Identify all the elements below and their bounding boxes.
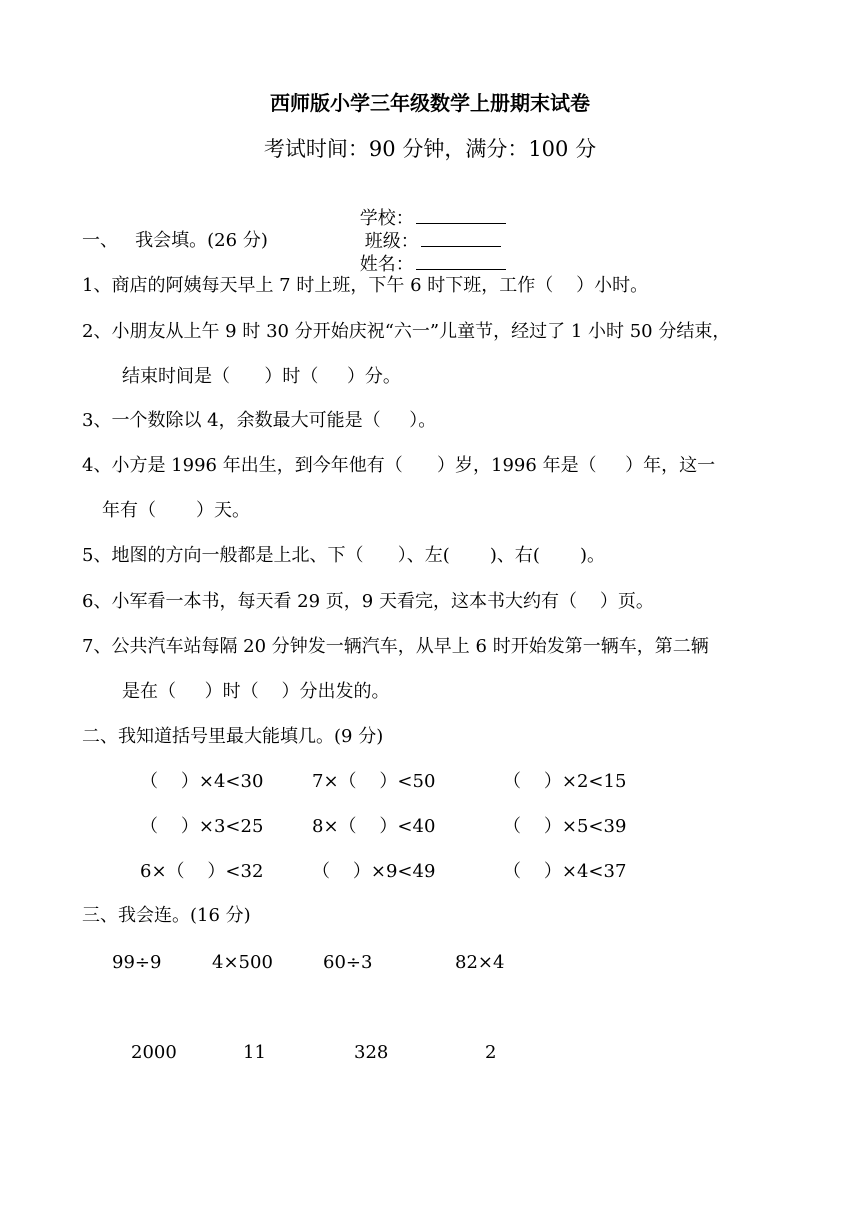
page-title: 西师版小学三年级数学上册期末试卷: [270, 91, 590, 115]
question-3: 3、一个数除以 4，余数最大可能是（ ）。: [82, 410, 437, 431]
inequality-item: （ ）×3<25: [140, 816, 264, 837]
answer-item[interactable]: 2000: [131, 1042, 177, 1063]
name-label: 姓名：: [359, 254, 414, 275]
question-5: 5、地图的方向一般都是上北、下（ ）、左( )、右( )。: [82, 545, 605, 566]
question-4: 4、小方是 1996 年出生，到今年他有（ ）岁，1996 年是（ ）年，这一: [82, 455, 716, 476]
question-7: 7、公共汽车站每隔 20 分钟发一辆汽车，从早上 6 时开始发第一辆车，第二辆: [82, 636, 709, 657]
expression-item[interactable]: 82×4: [455, 952, 505, 973]
answer-item[interactable]: 11: [243, 1042, 266, 1063]
question-1: 1、商店的阿姨每天早上 7 时上班，下午 6 时下班，工作（ ）小时。: [82, 275, 649, 296]
question-2: 2、小朋友从上午 9 时 30 分开始庆祝“六一”儿童节，经过了 1 小时 50 分结束，: [82, 321, 731, 342]
answer-item[interactable]: 2: [485, 1042, 497, 1063]
inequality-item: 7×（ ）<50: [312, 771, 436, 792]
inequality-item: （ ）×5<39: [503, 816, 627, 837]
question-7-cont: 是在（ ）时（ ）分出发的。: [122, 681, 390, 702]
answer-item[interactable]: 328: [354, 1042, 389, 1063]
name-field[interactable]: [416, 253, 506, 270]
inequality-item: （ ）×4<30: [140, 771, 264, 792]
inequality-item: 8×（ ）<40: [312, 816, 436, 837]
inequality-item: （ ）×4<37: [503, 861, 627, 882]
section2-heading: 二、我知道括号里最大能填几。(9 分): [82, 726, 384, 747]
inequality-item: （ ）×2<15: [503, 771, 627, 792]
inequality-item: （ ）×9<49: [312, 861, 436, 882]
expression-item[interactable]: 60÷3: [323, 952, 373, 973]
class-field[interactable]: [421, 230, 501, 247]
section1-heading: 一、 我会填。(26 分): [82, 230, 268, 251]
expression-item[interactable]: 4×500: [212, 952, 273, 973]
question-4-cont: 年有（ ）天。: [102, 500, 251, 521]
expression-item[interactable]: 99÷9: [112, 952, 162, 973]
question-6: 6、小军看一本书，每天看 29 页，9 天看完，这本书大约有（ ）页。: [82, 591, 654, 612]
question-2-cont: 结束时间是（ ）时（ ）分。: [122, 366, 401, 387]
school-label: 学校：: [359, 208, 414, 229]
school-field[interactable]: [416, 207, 506, 224]
section3-heading: 三、我会连。(16 分): [82, 905, 251, 926]
inequality-item: 6×（ ）<32: [140, 861, 264, 882]
exam-info: 考试时间：90 分钟，满分：100 分: [263, 137, 597, 161]
class-label: 班级：: [364, 231, 419, 252]
